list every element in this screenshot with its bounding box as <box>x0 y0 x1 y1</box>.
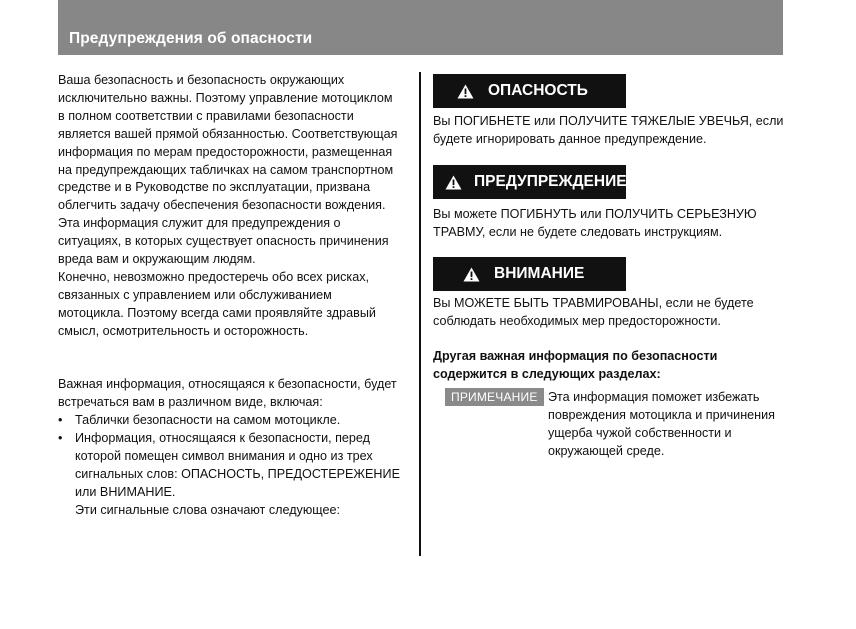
bullet-line: которой помещен символ внимания и одно из трех <box>75 449 373 463</box>
intro-line: Эта информация служит для предупреждения о <box>58 216 341 231</box>
warning-triangle-icon <box>445 175 462 190</box>
note-description <box>548 389 788 461</box>
intro-line: в полном соответствии с правилами безопасности <box>58 108 354 123</box>
bullet-line: или ВНИМАНИЕ. <box>75 484 176 499</box>
column-divider <box>419 72 421 556</box>
danger-line: Вы ПОГИБНЕТЕ или ПОЛУЧИТЕ ТЯЖЕЛЫЕ УВЕЧЬЯ, если <box>433 114 784 128</box>
warning-description <box>433 205 785 241</box>
other-info-line: содержится в следующих разделах: <box>433 367 661 381</box>
paragraph-gap <box>58 341 410 359</box>
intro-line: облегчить задачу обеспечения безопасности вождения. <box>58 198 386 213</box>
note-line: окружающей среде. <box>548 443 665 458</box>
paragraph-gap <box>58 358 410 376</box>
warning-line: Вы можете ПОГИБНУТЬ или ПОЛУЧИТЬ СЕРЬЕЗНУЮ <box>433 207 757 221</box>
intro-line: связанных с управлением или обслуживанием <box>58 287 332 302</box>
warning-line: ТРАВМУ, если не будете следовать инструкциям. <box>433 225 723 239</box>
page-title: Предупреждения об опасности <box>69 30 313 47</box>
danger-signal-box <box>433 74 626 108</box>
bullet-line: • Информация, относящаяся к безопасности, перед <box>75 431 370 446</box>
note-line: повреждения мотоцикла и причинения <box>548 407 775 422</box>
bullet-line: • Таблички безопасности на самом мотоцикле. <box>75 413 341 428</box>
intro-line: информация по мерам предосторожности, размещенная <box>58 144 393 159</box>
intro-line: Конечно, невозможно предостеречь обо всех рисках, <box>58 269 369 284</box>
danger-description <box>433 112 785 148</box>
intro-line: Ваша безопасность и безопасность окружающих <box>58 73 345 87</box>
intro-line: на предупреждающих табличках на самом транспортном <box>58 162 394 177</box>
warning-label: ПРЕДУПРЕЖДЕНИЕ <box>474 173 627 190</box>
caution-description <box>433 294 785 330</box>
intro-line: вреда вам и окружающим людям. <box>58 252 256 267</box>
note-line: Эта информация поможет избежать <box>548 390 760 404</box>
other-info-line: Другая важная информация по безопасности <box>433 349 718 363</box>
bullet-list <box>58 412 410 502</box>
warning-triangle-icon <box>457 84 474 99</box>
header-bar <box>58 0 783 55</box>
bullet-line: сигнальных слов: ОПАСНОСТЬ, ПРЕДОСТЕРЕЖЕНИЕ <box>75 466 400 481</box>
note-badge: ПРИМЕЧАНИЕ <box>445 388 544 406</box>
note-line: ущерба чужой собственности и <box>548 425 732 440</box>
warning-triangle-icon <box>463 267 480 282</box>
intro-line: средстве и в Руководстве по эксплуатации, призвана <box>58 180 371 195</box>
caution-line: соблюдать необходимых мер предосторожности. <box>433 314 721 328</box>
intro-line: смысл, осмотрительность и осторожность. <box>58 323 309 338</box>
intro-line: является вашей прямой обязанностью. Соответствующая <box>58 126 398 141</box>
bullet-item <box>58 412 410 430</box>
intro-line: исключительно важны. Поэтому управление мотоциклом <box>58 90 393 105</box>
danger-line: будете игнорировать данное предупреждение. <box>433 132 707 146</box>
important-line: встречаться вам в различном виде, включая: <box>58 395 323 410</box>
danger-label: ОПАСНОСТЬ <box>488 82 588 99</box>
left-column <box>58 72 410 520</box>
intro-line: ситуациях, в которых существует опасность причинения <box>58 234 389 249</box>
caution-line: Вы МОЖЕТЕ БЫТЬ ТРАВМИРОВАНЫ, если не будете <box>433 296 754 310</box>
intro-line: мотоцикла. Поэтому всегда сами проявляйте здравый <box>58 305 376 320</box>
caution-label: ВНИМАНИЕ <box>494 265 585 282</box>
closing-line: Эти сигнальные слова означают следующее: <box>75 502 341 517</box>
caution-signal-box <box>433 257 626 291</box>
warning-signal-box <box>433 165 626 199</box>
other-info-heading <box>433 347 785 383</box>
bullet-item <box>58 430 410 502</box>
important-line: Важная информация, относящаяся к безопасности, будет <box>58 377 397 392</box>
